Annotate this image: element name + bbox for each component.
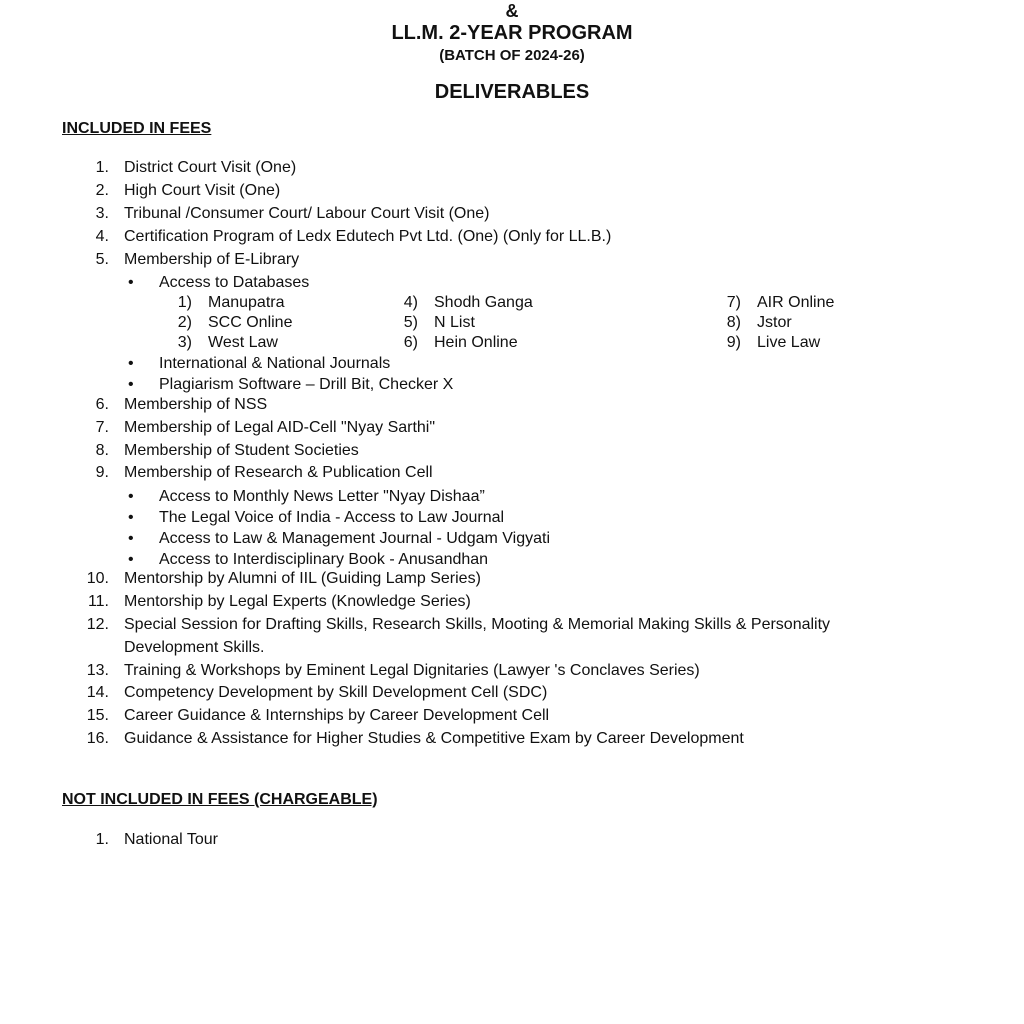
item-text: Career Guidance & Internships by Career Development Cell (124, 707, 550, 724)
item-number: 11. (87, 593, 109, 610)
item-number: 13. (86, 662, 109, 679)
item-number: 6. (95, 396, 109, 413)
item-text: Special Session for Drafting Skills, Research Skills, Mooting & Memorial Making Skills & Personality (124, 616, 831, 633)
database-number: 8) (726, 314, 741, 331)
database-number: 1) (177, 294, 192, 311)
item-number: 1. (95, 831, 109, 848)
database-number: 9) (726, 334, 741, 351)
database-number: 2) (177, 314, 192, 331)
item-text: Training & Workshops by Eminent Legal Dignitaries (Lawyer 's Conclaves Series) (124, 662, 700, 679)
item-text: Membership of Student Societies (124, 442, 359, 459)
item-number: 9. (95, 464, 109, 481)
database-name: Manupatra (208, 294, 285, 311)
item-text: District Court Visit (One) (124, 159, 297, 176)
bullet-item: The Legal Voice of India - Access to Law Journal (159, 509, 505, 526)
database-name: Shodh Ganga (434, 294, 533, 311)
database-name: AIR Online (757, 294, 835, 311)
item-number: 8. (95, 442, 109, 459)
database-number: 5) (403, 314, 418, 331)
item-text: National Tour (124, 831, 218, 848)
item-number: 12. (86, 616, 109, 633)
item-text: Membership of Legal AID-Cell "Nyay Sarthi" (124, 419, 436, 436)
database-name: SCC Online (208, 314, 293, 331)
item-number: 16. (86, 730, 109, 747)
item-number: 4. (95, 228, 109, 245)
item-number: 10. (86, 570, 109, 587)
item-text: Competency Development by Skill Development Cell (SDC) (124, 684, 548, 701)
bullet-icon: • (128, 355, 134, 372)
item-text: Tribunal /Consumer Court/ Labour Court Visit (One) (124, 205, 490, 222)
database-name: Live Law (757, 334, 821, 351)
item-text: Membership of Research & Publication Cell (124, 464, 433, 481)
bullet-icon: • (128, 551, 134, 568)
bullet-item: Access to Law & Management Journal - Udgam Vigyati (159, 530, 551, 547)
header-ampersand: & (505, 1, 519, 21)
bullet-icon: • (128, 509, 134, 526)
database-number: 7) (726, 294, 741, 311)
item-text: Mentorship by Legal Experts (Knowledge Series) (124, 593, 471, 610)
item-text: Guidance & Assistance for Higher Studies & Competitive Exam by Career Development (124, 730, 744, 747)
bullet-item: Access to Monthly News Letter "Nyay Dishaa” (159, 488, 485, 505)
item-text: High Court Visit (One) (124, 182, 281, 199)
page-title: DELIVERABLES (434, 81, 590, 103)
database-number: 3) (177, 334, 192, 351)
item-number: 3. (95, 205, 109, 222)
item-number: 1. (95, 159, 109, 176)
item-text: Certification Program of Ledx Edutech Pvt Ltd. (One) (Only for LL.B.) (124, 228, 612, 245)
item-text-continuation: Development Skills. (124, 639, 265, 656)
database-number: 4) (403, 294, 418, 311)
database-name: Hein Online (434, 334, 518, 351)
included-fees-heading: INCLUDED IN FEES (62, 120, 212, 137)
database-name: West Law (208, 334, 278, 351)
bullet-icon: • (128, 488, 134, 505)
database-number: 6) (403, 334, 418, 351)
database-name: N List (434, 314, 475, 331)
bullet-icon: • (128, 274, 134, 291)
bullet-item: Access to Interdisciplinary Book - Anusandhan (159, 551, 489, 568)
item-number: 14. (86, 684, 109, 701)
batch-label: (BATCH OF 2024-26) (439, 47, 585, 64)
item-number: 15. (86, 707, 109, 724)
bullet-icon: • (128, 376, 134, 393)
item-text: Membership of E-Library (124, 251, 300, 268)
database-name: Jstor (757, 314, 792, 331)
item-number: 5. (95, 251, 109, 268)
item-number: 2. (95, 182, 109, 199)
not-included-fees-heading: NOT INCLUDED IN FEES (CHARGEABLE) (62, 791, 378, 808)
item-number: 7. (95, 419, 109, 436)
bullet-item: Access to Databases (159, 274, 310, 291)
bullet-item: Plagiarism Software – Drill Bit, Checker X (159, 376, 454, 393)
item-text: Membership of NSS (124, 396, 268, 413)
program-title: LL.M. 2-YEAR PROGRAM (391, 22, 633, 44)
bullet-item: International & National Journals (159, 355, 391, 372)
bullet-icon: • (128, 530, 134, 547)
item-text: Mentorship by Alumni of IIL (Guiding Lamp Series) (124, 570, 481, 587)
